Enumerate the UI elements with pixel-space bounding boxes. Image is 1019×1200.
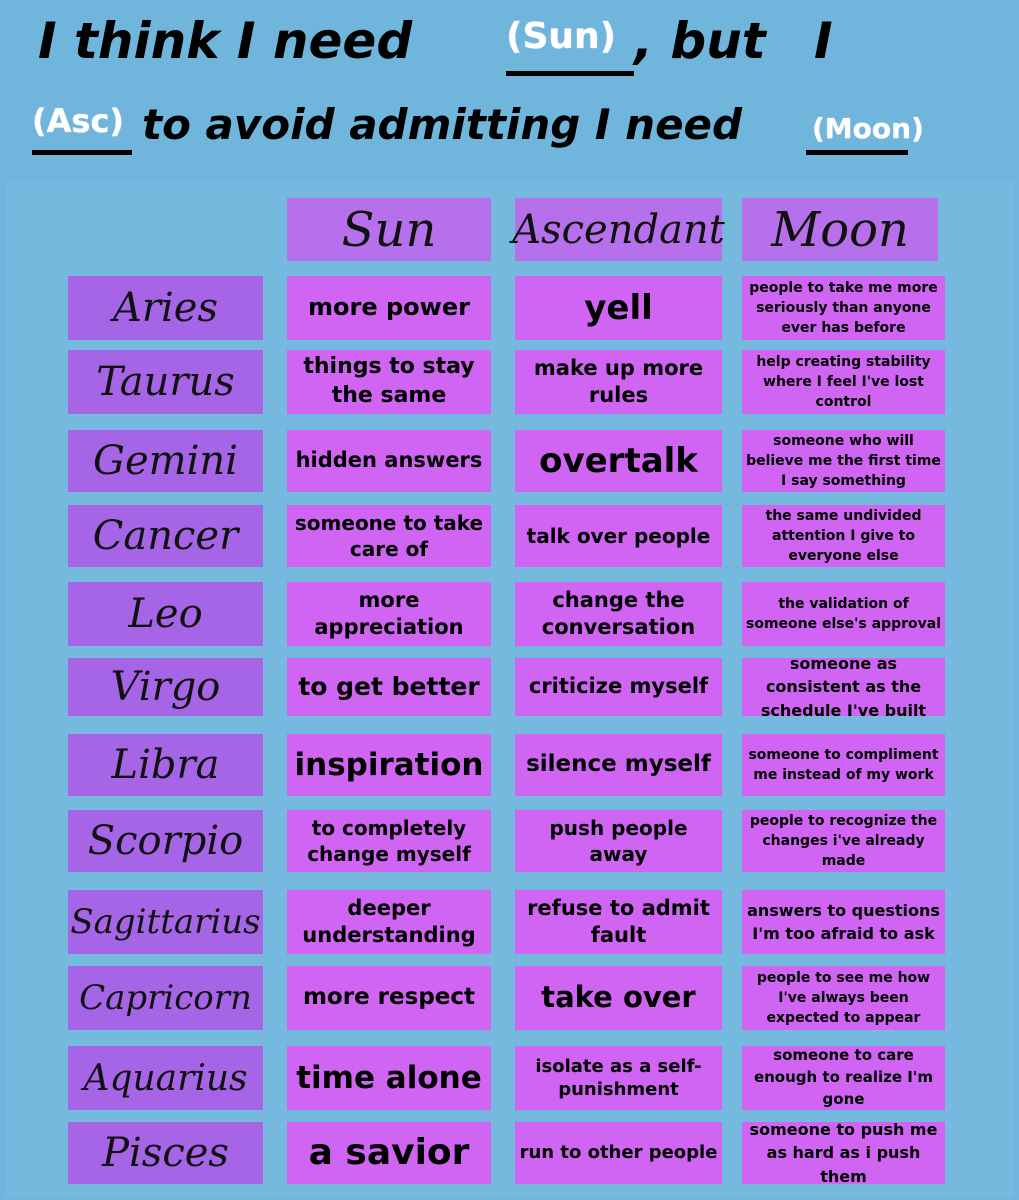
- capricorn-moon-cell: people to see me how I've always been expected to appear: [742, 966, 945, 1030]
- sign-label-taurus: Taurus: [68, 350, 263, 414]
- title-line1-part1: I think I need: [38, 12, 413, 70]
- sun-blank-line: [506, 71, 634, 76]
- aquarius-sun-cell: time alone: [287, 1046, 491, 1110]
- asc-blank-line: [32, 150, 132, 155]
- pisces-asc-cell: run to other people: [515, 1122, 722, 1184]
- taurus-asc-cell: make up more rules: [515, 350, 722, 414]
- libra-asc-cell: silence myself: [515, 734, 722, 796]
- libra-moon-cell: someone to compliment me instead of my work: [742, 734, 945, 796]
- virgo-asc-cell: criticize myself: [515, 658, 722, 716]
- virgo-sun-cell: to get better: [287, 658, 491, 716]
- pisces-moon-cell: someone to push me as hard as i push them: [742, 1122, 945, 1184]
- scorpio-asc-cell: push people away: [515, 810, 722, 872]
- pisces-sun-cell: a savior: [287, 1122, 491, 1184]
- title-line2: to avoid admitting I need: [142, 100, 743, 149]
- taurus-sun-cell: things to stay the same: [287, 350, 491, 414]
- sign-label-capricorn: Capricorn: [68, 966, 263, 1030]
- cancer-asc-cell: talk over people: [515, 505, 722, 567]
- capricorn-asc-cell: take over: [515, 966, 722, 1030]
- gemini-sun-cell: hidden answers: [287, 430, 491, 492]
- sign-label-pisces: Pisces: [68, 1122, 263, 1184]
- sign-label-sagittarius: Sagittarius: [68, 890, 263, 954]
- sign-label-aries: Aries: [68, 276, 263, 340]
- sagittarius-asc-cell: refuse to admit fault: [515, 890, 722, 954]
- capricorn-sun-cell: more respect: [287, 966, 491, 1030]
- sagittarius-moon-cell: answers to questions I'm too afraid to ask: [742, 890, 945, 954]
- moon-blank-line: [806, 150, 908, 155]
- aquarius-asc-cell: isolate as a self-punishment: [515, 1046, 722, 1110]
- sign-label-virgo: Virgo: [68, 658, 263, 716]
- header-ascendant: Ascendant: [515, 198, 722, 261]
- aries-moon-cell: people to take me more seriously than anyone ever has before: [742, 276, 945, 340]
- title-line1-part2: , but: [634, 12, 766, 70]
- sign-label-aquarius: Aquarius: [68, 1046, 263, 1110]
- taurus-moon-cell: help creating stability where I feel I've lost control: [742, 350, 945, 414]
- leo-asc-cell: change the conversation: [515, 582, 722, 646]
- header-sun: Sun: [287, 198, 491, 261]
- leo-moon-cell: the validation of someone else's approval: [742, 582, 945, 646]
- sun-blank-label: (Sun): [506, 16, 617, 57]
- sign-label-gemini: Gemini: [68, 430, 263, 492]
- virgo-moon-cell: someone as consistent as the schedule I've built: [742, 658, 945, 716]
- scorpio-sun-cell: to completely change myself: [287, 810, 491, 872]
- aries-asc-cell: yell: [515, 276, 722, 340]
- gemini-moon-cell: someone who will believe me the first time I say something: [742, 430, 945, 492]
- cancer-moon-cell: the same undivided attention I give to everyone else: [742, 505, 945, 567]
- moon-blank-label: (Moon): [812, 112, 924, 145]
- sign-label-cancer: Cancer: [68, 505, 263, 567]
- sign-label-leo: Leo: [68, 582, 263, 646]
- header-moon: Moon: [742, 198, 938, 261]
- sign-label-scorpio: Scorpio: [68, 810, 263, 872]
- libra-sun-cell: inspiration: [287, 734, 491, 796]
- asc-blank-label: (Asc): [32, 102, 125, 140]
- sagittarius-sun-cell: deeper understanding: [287, 890, 491, 954]
- gemini-asc-cell: overtalk: [515, 430, 722, 492]
- title-line1-part3: I: [814, 12, 833, 70]
- aries-sun-cell: more power: [287, 276, 491, 340]
- cancer-sun-cell: someone to take care of: [287, 505, 491, 567]
- aquarius-moon-cell: someone to care enough to realize I'm gone: [742, 1046, 945, 1110]
- leo-sun-cell: more appreciation: [287, 582, 491, 646]
- scorpio-moon-cell: people to recognize the changes i've already made: [742, 810, 945, 872]
- sign-label-libra: Libra: [68, 734, 263, 796]
